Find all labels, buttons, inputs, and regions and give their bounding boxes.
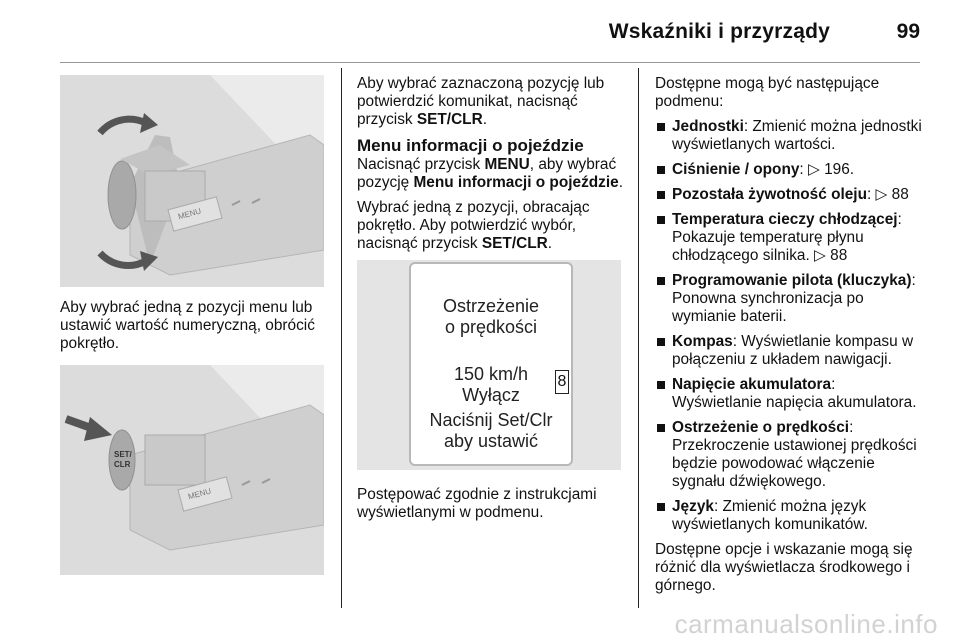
footer-note: Dostępne opcje i wskazanie mogą się różnić dla wyświetlacza środkowego i górnego. [655, 541, 913, 594]
page-indicator-icon: 8 [555, 370, 569, 394]
menu-paragraph: Nacisnąć przycisk MENU, aby wybrać pozycję Menu informacji o pojeździe. [357, 156, 623, 191]
list-item: Język: Zmienić można język wyświetlanych komunikatów. [655, 498, 925, 534]
stalk-rotate-illustration [60, 75, 324, 287]
page-header [0, 0, 960, 66]
list-item: Napięcie akumulatora: Wyświetlanie napięcia akumulatora. [655, 376, 925, 412]
list-item: Kompas: Wyświetlanie kompasu w połączeniu z układem nawigacji. [655, 333, 925, 369]
set-clr-label: SET/CLR [481, 235, 548, 252]
bullet-icon [657, 338, 665, 346]
list-item: Jednostki: Zmienić można jednostki wyświetlanych wartości. [655, 118, 925, 154]
display-speed: 150 km/h Wyłącz [453, 364, 529, 405]
menu-label: MENU [484, 156, 530, 173]
page-number: 99 [896, 20, 920, 43]
display-hint: Naciśnij Set/Clr aby ustawić [429, 410, 553, 451]
intro-paragraph: Aby wybrać zaznaczoną pozycję lub potwierdzić komunikat, nacisnąć przycisk SET/CLR. [357, 75, 605, 128]
stalk-press-figure [60, 365, 324, 575]
column-divider [341, 68, 342, 608]
section-heading: Menu informacji o pojeździe [357, 136, 584, 155]
column-divider [638, 68, 639, 608]
display-title: Ostrzeżenie o prędkości [442, 296, 540, 337]
bullet-icon [657, 166, 665, 174]
figure-caption: Postępować zgodnie z instrukcjami wyświetlanymi w podmenu. [357, 486, 597, 521]
menu-button-label: MENU [187, 486, 213, 502]
list-item: Temperatura cieczy chłodzącej: Pokazuje temperaturę płynu chłodzącego silnika. ▷ 88 [655, 211, 925, 265]
bullet-icon [657, 277, 665, 285]
bullet-icon [657, 503, 665, 511]
bullet-icon [657, 123, 665, 131]
stalk-rotate-figure [60, 75, 324, 287]
bullet-icon [657, 424, 665, 432]
list-item: Ciśnienie / opony: ▷ 196. [655, 161, 925, 179]
menu-button-label: MENU [177, 206, 203, 222]
middle-column [357, 75, 627, 529]
list-item: Pozostała żywotność oleju: ▷ 88 [655, 186, 925, 204]
select-paragraph: Wybrać jedną z pozycji, obracając pokrętło. Aby potwierdzić wybór, nacisnąć przycisk SET/CLR. [357, 199, 590, 252]
watermark: carmanualsonline.info [674, 609, 938, 639]
submenu-list [655, 118, 925, 534]
header-rule [60, 62, 920, 63]
page-title: Wskaźniki i przyrządy [608, 20, 830, 43]
bullet-icon [657, 381, 665, 389]
list-item: Ostrzeżenie o prędkości: Przekroczenie ustawionej prędkości będzie powodować włączenie sygnału dźwiękowego. [655, 419, 925, 491]
set-clr-label: SET/CLR [416, 111, 483, 128]
clr-button-label: CLR [114, 460, 131, 469]
submenu-intro: Dostępne mogą być następujące podmenu: [655, 75, 880, 110]
stalk-press-illustration [60, 365, 324, 575]
bullet-icon [657, 191, 665, 199]
right-column [655, 75, 925, 602]
bullet-icon [657, 216, 665, 224]
list-item: Programowanie pilota (kluczyka): Ponowna synchronizacja po wymianie baterii. [655, 272, 925, 326]
figure-caption: Aby wybrać jedną z pozycji menu lub ustawić wartość numeryczną, obrócić pokrętło. [60, 299, 315, 352]
set-button-label: SET/ [114, 450, 132, 459]
left-column [60, 75, 325, 575]
info-display [409, 262, 573, 466]
vehicle-info-menu-label: Menu informacji o pojeździe [413, 174, 619, 191]
display-figure [357, 260, 621, 470]
